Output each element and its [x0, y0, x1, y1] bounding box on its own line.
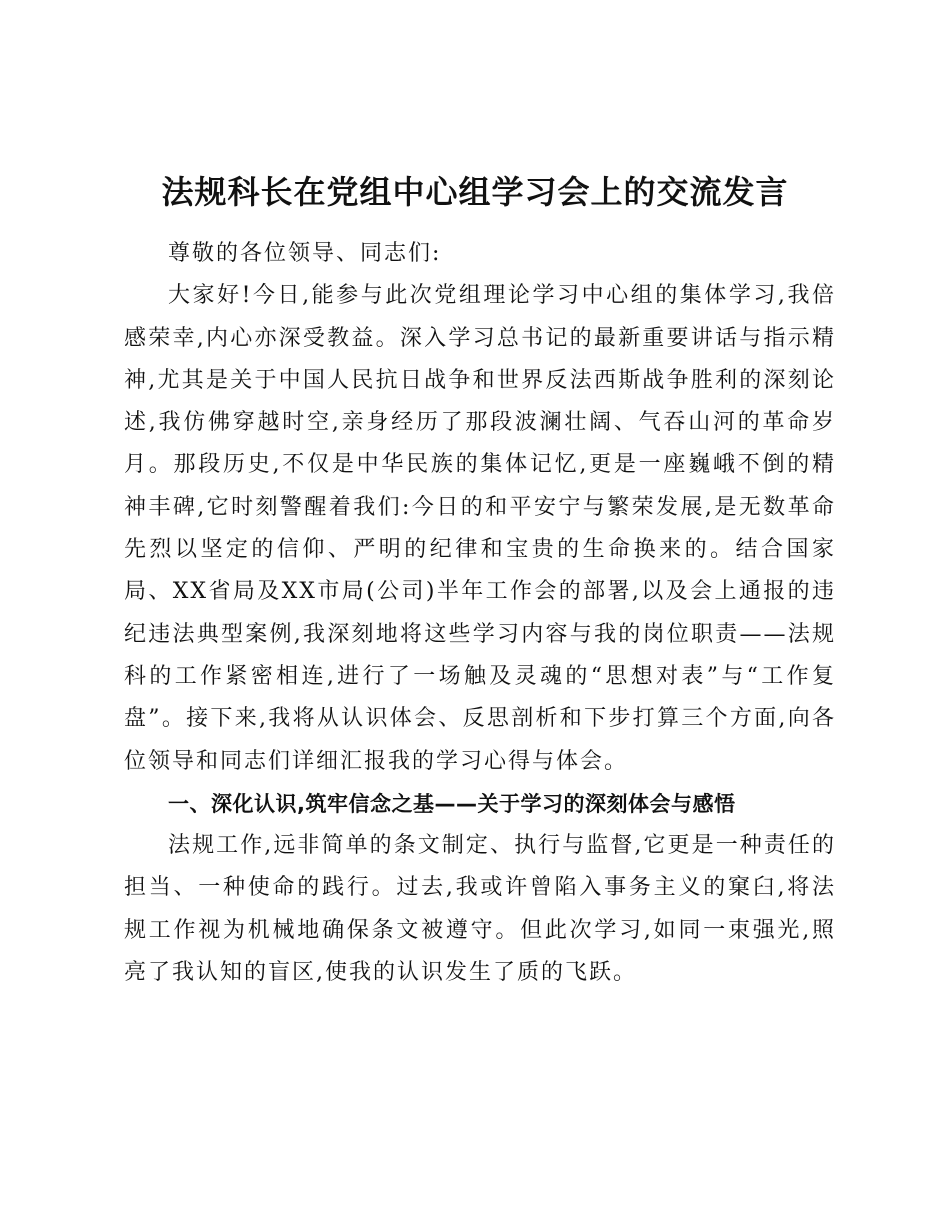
salutation: 尊敬的各位领导、同志们: [168, 241, 442, 266]
paragraph-opening: 大家好!今日,能参与此次党组理论学习中心组的集体学习,我倍感荣幸,内心亦深受教益。深入学习总书记的最新重要讲话与指示精神,尤其是关于中国人民抗日战争和世界反法西斯战争胜利的深刻论述,我仿佛穿越时空,亲身经历了那段波澜壮阔、气吞山河的革命岁月。那段历史,不仅是中华民族的集体记忆,更是一座巍峨不倒的精神丰碑,它时刻警醒着我们:今日的和平安宁与繁荣发展,是无数革命先烈以坚定的信仰、严明的纪律和宝贵的生命换来的。结合国家局、XX省局及XX市局(公司)半年工作会的部署,以及会上通报的违纪违法典型案例,我深刻地将这些学习内容与我的岗位职责——法规科的工作紧密相连,进行了一场触及灵魂的“思想对表”与“工作复盘”。接下来,我将从认识体会、反思剖析和下步打算三个方面,向各位领导和同志们详细汇报我的学习心得与体会。 [124, 283, 836, 774]
section-heading-1: 一、深化认识,筑牢信念之基——关于学习的深刻体会与感悟 [168, 791, 736, 816]
paragraph-section-1: 法规工作,远非简单的条文制定、执行与监督,它更是一种责任的担当、一种使命的践行。过去,我或许曾陷入事务主义的窠臼,将法规工作视为机械地确保条文被遵守。但此次学习,如同一束强光,照亮了我认知的盲区,使我的认识发生了质的飞跃。 [124, 833, 836, 986]
document-title: 法规科长在党组中心组学习会上的交流发言 [161, 173, 789, 211]
document-body [124, 233, 836, 994]
